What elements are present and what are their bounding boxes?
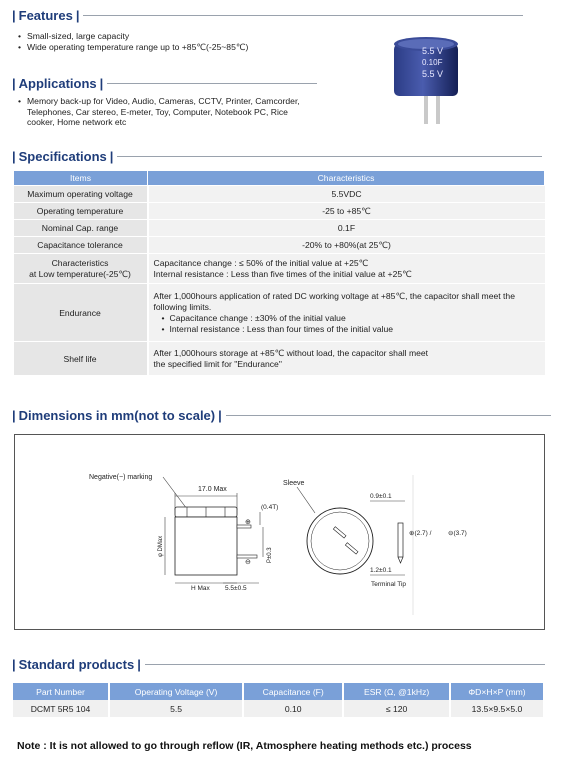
table-row: DCMT 5R5 104 5.5 0.10 ≤ 120 13.5×9.5×5.0 [13,700,544,717]
specifications-title: Specifications [18,148,107,164]
pitch-label: P±0.3 [267,547,273,563]
hmax-label: H Max [191,585,210,592]
svg-text:⊕: ⊕ [245,519,251,526]
list-item: • Wide operating temperature range up to +85℃(-25~85℃) [18,42,248,53]
applications-heading: | Applications | [12,75,317,91]
standard-products-rule [145,664,545,665]
thickness-label: (0.4T) [261,504,279,511]
spec-header-items: Items [14,171,148,186]
features-title: Features [18,7,73,23]
max-width-label: 17.0 Max [198,486,227,493]
table-row: Characteristics at Low temperature(-25℃) Capacitance change : ≤ 50% of the initial value at +25℃ Internal resistance : Less than five times of the initial value at +25℃ [14,254,545,284]
table-row: Shelf life After 1,000hours storage at +85℃ without load, the capacitor shall meet the specified limit for "Endurance" [14,342,545,376]
table-row: Nominal Cap. range 0.1F [14,220,545,237]
applications-title: Applications [18,75,97,91]
capacitor-product-image [392,34,472,126]
terminal-width-lower: 1.2±0.1 [370,567,392,574]
svg-text:⊖: ⊖ [245,559,251,566]
dimensions-rule [226,415,551,416]
terminal-width-upper: 0.9±0.1 [370,493,392,500]
table-row: Endurance After 1,000hours application of rated DC working voltage at +85℃, the capacitor shall meet the following limits. • Capacitance change : ±30% of the initial value • Internal resistance : Less than four times of the initial value [14,284,545,342]
table-row: Operating temperature -25 to +85℃ [14,203,545,220]
column-header: Operating Voltage (V) [109,683,243,700]
applications-rule [107,83,317,84]
table-row: Capacitance tolerance -20% to +80%(at 25℃) [14,237,545,254]
dimensions-heading: | Dimensions in mm(not to scale) | [12,407,551,423]
capacitor-label-bottom: 5.5 V [422,69,444,79]
capacitor-label-top: 5.5 V [422,46,444,56]
sleeve-label: Sleeve [283,480,305,487]
dimension-drawing-box [14,434,545,630]
terminal-tip-label: Terminal Tip [371,581,407,588]
column-header: Capacitance (F) [243,683,343,700]
lead-length-label: 5.5±0.5 [225,585,247,592]
reflow-note: Note : It is not allowed to go through reflow (IR, Atmosphere heating methods etc.) process [17,740,472,752]
features-rule [83,15,523,16]
spec-header-characteristics: Characteristics [148,171,545,186]
table-row: Maximum operating voltage 5.5VDC [14,186,545,203]
terminal-positive-length: ⊕(2.7) / [409,530,432,537]
svg-text:Negative(−) marking: Negative(−) marking [89,474,153,481]
specifications-table [13,170,545,376]
dmax-label: φ DMax [158,535,164,557]
terminal-negative-length: ⊖(3.7) [448,530,467,537]
column-header: ΦD×H×P (mm) [450,683,544,700]
dimensions-title: Dimensions in mm(not to scale) [18,407,216,423]
applications-list [18,96,303,128]
standard-products-heading: | Standard products | [12,656,545,672]
dimension-drawing [15,435,544,629]
column-header: ESR (Ω, @1kHz) [343,683,450,700]
standard-products-table [13,683,545,717]
features-list [18,31,248,52]
standard-products-title: Standard products [18,656,135,672]
specifications-heading: | Specifications | [12,148,542,164]
capacitor-label-mid: 0.10F [422,58,443,67]
list-item: • Small-sized, large capacity [18,31,248,42]
specifications-rule [117,156,542,157]
column-header: Part Number [13,683,109,700]
list-item: • Memory back-up for Video, Audio, Cameras, CCTV, Printer, Camcorder, Telephones, Car stereo, E-meter, Toy, Computer, Notebook PC, Rice cooker, Home network etc [18,96,303,128]
features-heading: | Features | [12,7,523,23]
